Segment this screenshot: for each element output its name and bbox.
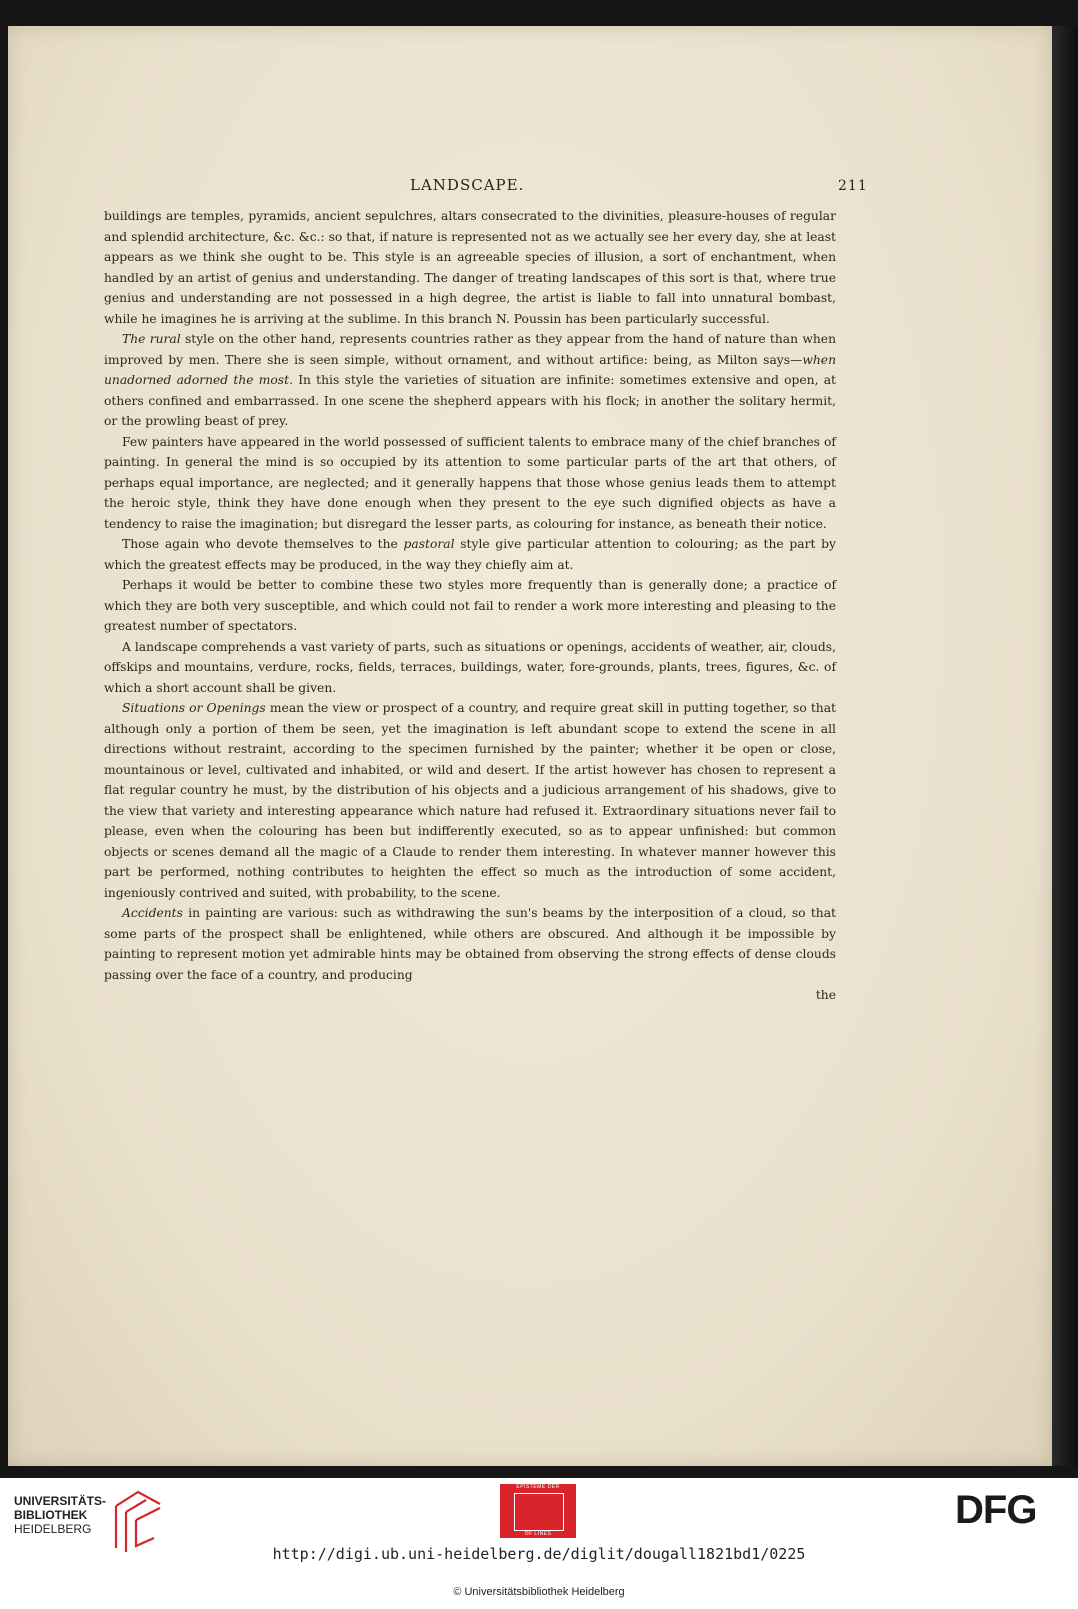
paragraph: Those again who devote themselves to the pastoral style give particular attention to colouring; as the part by which the greatest effects may be produced, in the way they chiefly aim at. (104, 537, 836, 572)
permalink[interactable]: http://digi.ub.uni-heidelberg.de/diglit/dougall1821bd1/0225 (272, 1545, 806, 1563)
running-head (8, 176, 1052, 198)
italic-quote: when unadorned adorned the most (104, 352, 836, 387)
book-page (8, 26, 1052, 1466)
page-text (104, 206, 836, 1006)
paragraph: Few painters have appeared in the world possessed of sufficient talents to embrace many of the chief branches of painting. In general the mind is so occupied by its attention to some particular parts of the art that others, of perhaps equal importance, are neglected; and it generally happens that those whose genius leads them to attempt the heroic style, think they have done enough when they present to the eye such dignified objects as have a tendency to raise the imagination; but disregard the lesser parts, as colouring for instance, as beneath their notice. (104, 434, 836, 531)
paragraph: Accidents in painting are various: such as withdrawing the sun's beams by the interposition of a cloud, so that some parts of the prospect shall be enlightened, while others are obscured. And although it be impossible by painting to represent motion yet admirable hints may be obtained from observing the strong effects of dense clouds passing over the face of a country, and producing (104, 906, 836, 982)
italic-term: pastoral (403, 537, 455, 551)
running-title: LANDSCAPE. (410, 176, 525, 194)
dfg-logo[interactable]: DFG (955, 1488, 1037, 1532)
paragraph: A landscape comprehends a vast variety of parts, such as situations or openings, accidents of weather, air, clouds, offskips and mountains, verdure, rocks, fields, terraces, buildings, water, fore-grounds, plants, trees, figures, &c. of which a short account shall be given. (104, 639, 836, 695)
episteme-emblem-icon (514, 1493, 564, 1531)
italic-term: The rural (122, 332, 181, 346)
italic-term: Situations or Openings (122, 701, 266, 715)
paragraph: buildings are temples, pyramids, ancient sepulchres, altars consecrated to the divinities, pleasure-houses of regular and splendid architecture, &c. &c.: so that, if nature is represented not as we actually see her every day, she at least appears as we think she ought to be. This style is an agreeable species of illusion, a sort of enchantment, when handled by an artist of genius and understanding. The danger of treating landscapes of this sort is that, where true genius and understanding are not possessed in a high degree, the artist is liable to fall into unnatural bombast, while he imagines he is arriving at the sublime. In this branch N. Poussin has been particularly successful. (104, 209, 836, 326)
catchword: the (815, 988, 836, 1002)
paragraph: Perhaps it would be better to combine these two styles more frequently than is generally done; a practice of which they are both very susceptible, and which could not fail to render a work more interesting and pleasing to the greatest number of spectators. (104, 578, 836, 633)
italic-term: Accidents (122, 906, 183, 920)
scan-edge-strip (1052, 26, 1078, 1466)
copyright-notice: © Universitätsbibliothek Heidelberg (453, 1586, 625, 1598)
paragraph: The rural style on the other hand, represents countries rather as they appear from the hand of nature than when improved by men. There she is seen simple, without ornament, and without artifice: being, as Milton says—when unadorned adorned the most. In this style the varieties of situation are infinite: sometimes extensive and open, at others confined and embarrassed. In one scene the shepherd appears with his flock; in another the solitary hermit, or the prowling beast of prey. (104, 332, 836, 428)
paragraph: Situations or Openings mean the view or prospect of a country, and require great skill in putting together, so that although only a portion of them be seen, yet the imagination is left abundant scope to extend the scene in all directions without restraint, according to the specimen furnished by the painter; whether it be open or close, mountainous or level, cultivated and inhabited, or wild and desert. If the artist however has chosen to represent a flat regular country he must, by the distribution of his objects and a judicious arrangement of his shadows, give to the view that variety and interesting appearance which nature had refused it. Extraordinary situations never fail to please, even when the colouring has been but indifferently executed, so as to appear unfinished: but common objects or scenes demand all the magic of a Claude to render them interesting. In whatever manner however this part be performed, nothing contributes to heighten the effect so much as the introduction of some accident, ingeniously contrived and suited, with probability, to the scene. (104, 701, 837, 900)
library-name: UNIVERSITÄTS- BIBLIOTHEK HEIDELBERG (14, 1494, 107, 1536)
episteme-logo[interactable]: EPISTEME DER OF LINES (500, 1484, 576, 1538)
page-number: 211 (838, 178, 868, 194)
